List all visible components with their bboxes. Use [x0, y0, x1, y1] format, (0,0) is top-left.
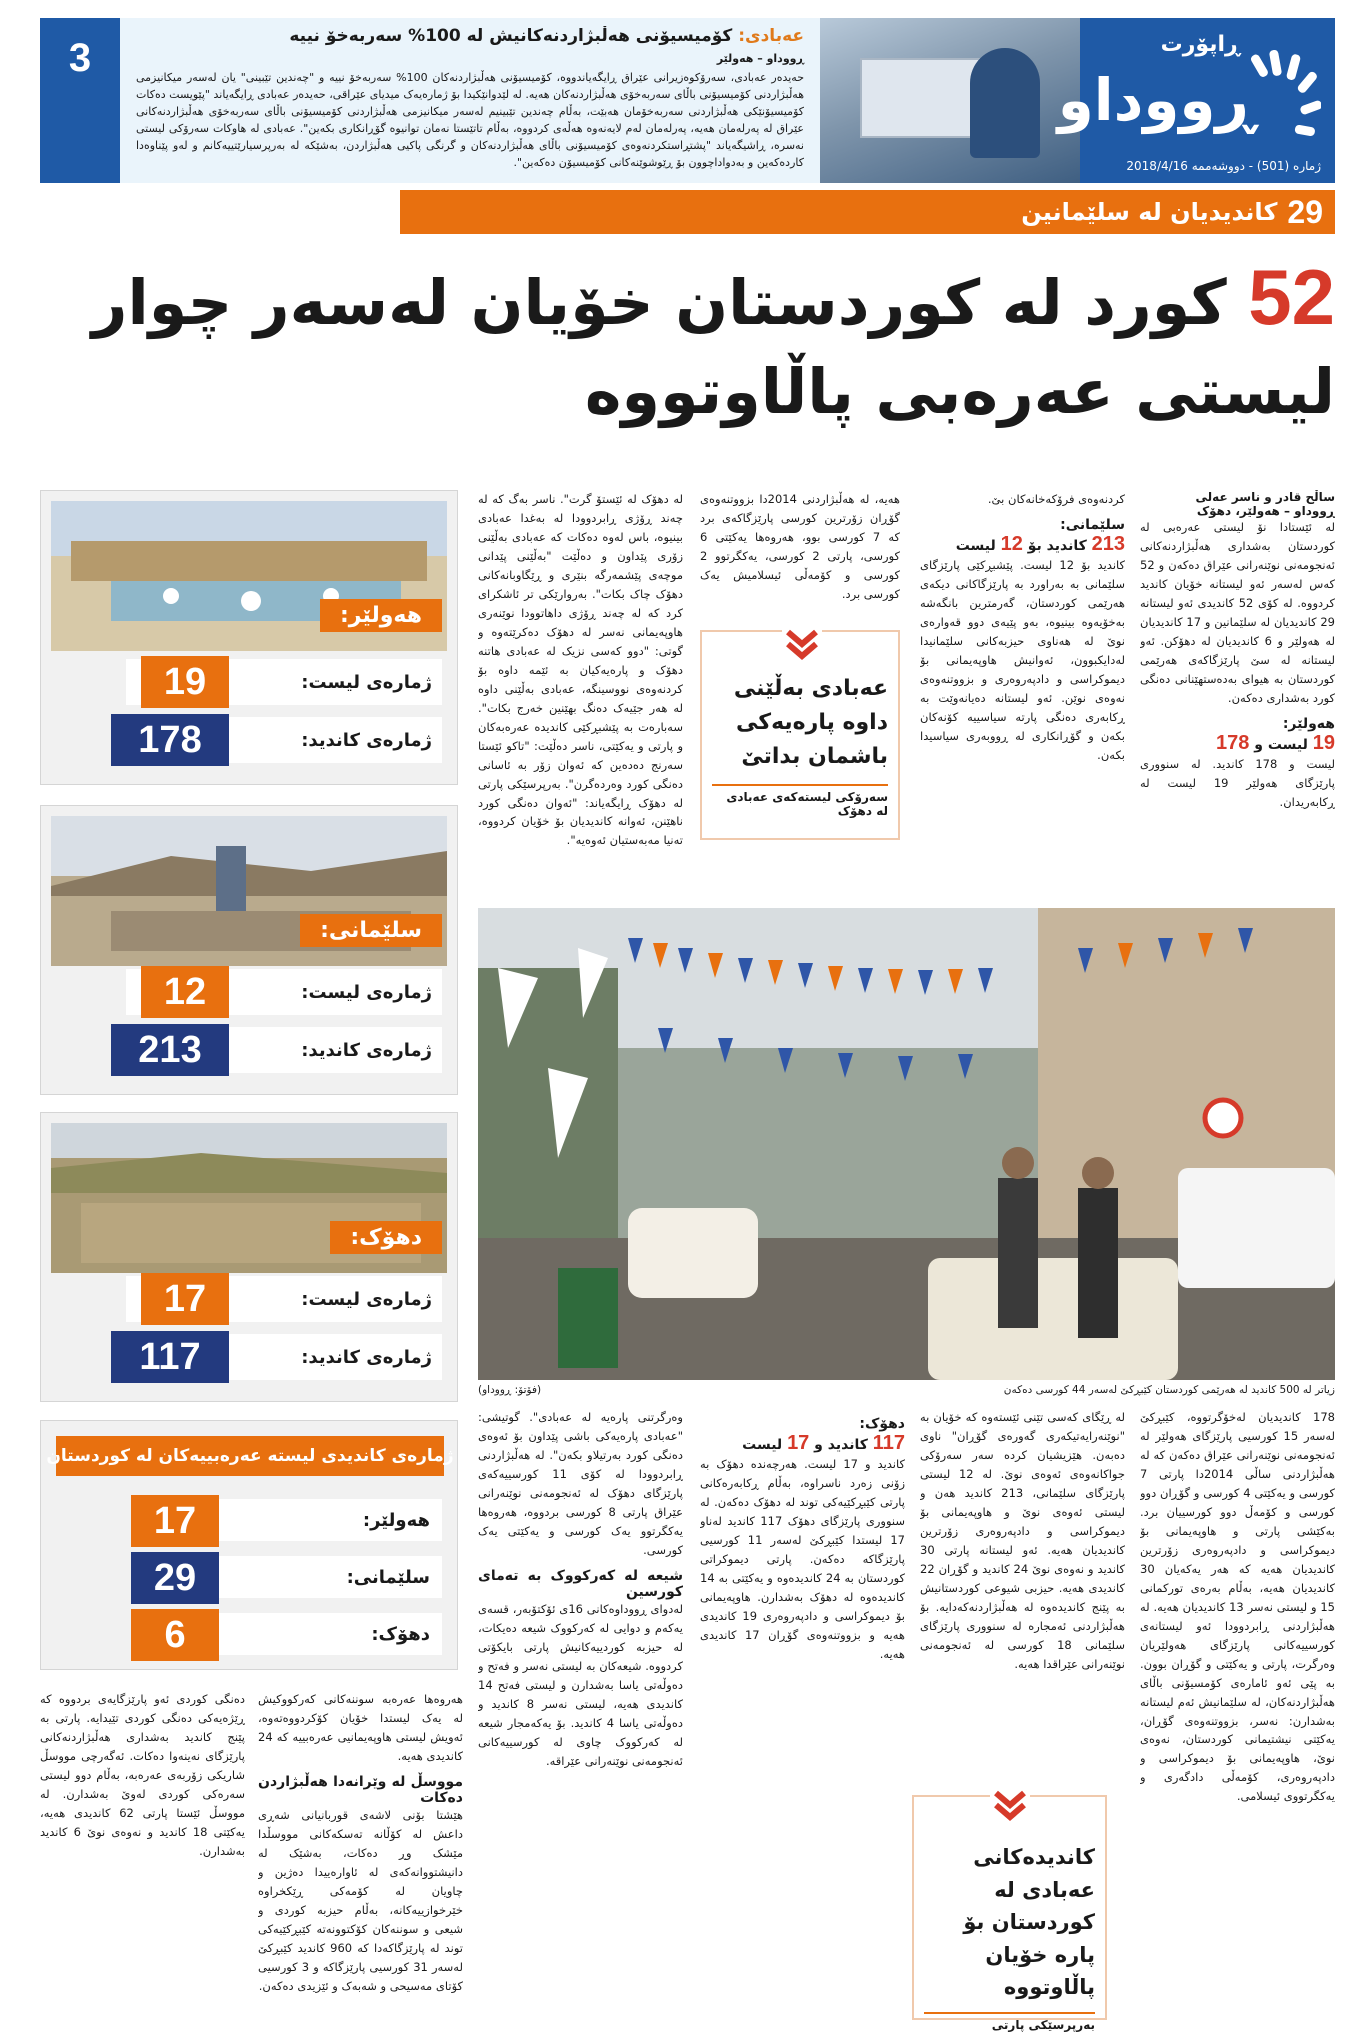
totals-title: ژمارەی کاندیدی لیستە عەرەبییەکان لە کوردستان — [56, 1436, 444, 1476]
article-text-2: کردنەوەی فرۆکەخانەکان بێ. — [987, 492, 1125, 506]
sub-erbil-mid: لیست و — [1249, 736, 1308, 753]
sub-sul-title: سلێمانی: — [1060, 516, 1125, 533]
section-bar — [400, 190, 1335, 234]
city-name: هەولێر: — [320, 599, 442, 632]
lower-col-6 — [40, 1690, 245, 2030]
brief-title-label: عەبادی: — [738, 26, 804, 46]
headline — [40, 245, 1335, 434]
headline-text-2: لیستی عەرەبی پاڵاوتووە — [584, 355, 1335, 429]
brand-logo: ڕووداو — [1057, 66, 1255, 134]
street-campaign-flags-image — [478, 908, 1335, 1380]
pull-quote — [700, 630, 900, 840]
city-name: سلێمانی: — [300, 914, 442, 947]
section-label: کاندیدیان لە سلێمانین — [1021, 198, 1278, 226]
kirkuk-heading: شیعە لە کەرکووک بە تەمای کورسین — [478, 1567, 683, 1600]
callout-quote — [912, 1795, 1107, 2032]
cands-count: 117 — [111, 1331, 229, 1383]
headline-line-1 — [40, 245, 1335, 350]
lower-col-1 — [1140, 1408, 1335, 2028]
chevron-down-icon — [782, 624, 822, 664]
lower-text-2: لە ڕێگای کەسی تێنی ئێستەوە کە خۆیان بە "نوێنەرایەتیکەری گەورەی گۆڕان" ناوی دەبەن. هێزیشیان کردە سەر سەرۆکی جواکانەوەی ئەوەی نوێ. لە 12 لیستی پارێزگای سلێمانی، 213 کاندید هەن و لیستی ئەوەی نوێ و هاوپەیمانی بۆ دیموکراسی و دادپەروەری زۆرترین کاندیدیان هەیە. ئەو لیستانە پارتی 30 کاندید و نەوەی نوێ 24 کاندید و گۆڕان 22 کاندیدی هەیە. حیزبی شیوعی کوردستانیش بە پێنج کاندیدەوە لە هەڵبژاردنەکەدایە. بۆ هەڵبژاردنی ئەمجارە لە سنووری پارێزگای سلێمانی 18 کورسی لە ئەنجومەنی نوێنەرانی عێراقدا هەیە. — [920, 1410, 1125, 1671]
lower-text-4b: لەدوای ڕووداوەکانی 16ی ئۆکتۆبەر، قسەی یەکەم و دوایی لە کەرکووک شیعە دەیکات، لە حیزبە کوردییەکانیش پارتی بایکۆتی کردووە. شیعەکان بە لیستی نەسر و فەتح و دەوڵەتی یاسا بەشدارن و لیستی فەتح 14 کاندیدی هەیە، لیستی نەسر 8 کاندید و دەوڵەتی یاسا 4 کاندید. بۆ یەکەمجار شیعە لە کەرکووک چاوی لە کورسییەکانی ئەنجومەنی نوێنەرانی عێراقە. — [478, 1601, 683, 1768]
cands-label: ژمارەی کاندید: — [301, 1346, 432, 1368]
totals-row-label: سلێمانی: — [346, 1566, 430, 1588]
article-col-3 — [700, 490, 900, 620]
sub-duhok-suffix: لیست — [742, 1437, 783, 1453]
lower-col-2 — [920, 1408, 1125, 1783]
lower-col-5 — [258, 1690, 463, 2030]
city-box-sulaymaniyah — [40, 805, 458, 1095]
article-col-1 — [1140, 490, 1335, 890]
totals-row-value: 6 — [131, 1609, 219, 1661]
photo-caption: زیاتر لە 500 کاندید لە هەرێمی کوردستان کێبڕکێ لەسەر 44 کورسی دەکەن — [1003, 1384, 1335, 1396]
sub-erbil-lists: 19 — [1312, 731, 1335, 754]
lists-count: 12 — [141, 966, 229, 1018]
totals-row-label: هەولێر: — [362, 1509, 430, 1531]
cands-count: 213 — [111, 1024, 229, 1076]
election-worker — [970, 48, 1040, 158]
sub-duhok-cands: 117 — [872, 1432, 905, 1454]
sub-sul-suffix: لیست — [955, 537, 996, 554]
sub-sul-text: کاندید بۆ 12 لیست. پێشبڕکێی پارێزگای سلێمانی بە بەراورد بە پارێزگاکانی دیکەی هەرێمی کوردستان، گەرمترین بانگەشە بەخۆیەوە بینیوە، بەو پێیەی دوو قەوارەی نوێ لە هەناوی حیزبەکانی سلێمانیدا لەدایکبوون، ئەوانیش هاوپەیمانی بۆ دیموکراسی و دادپەروەری و بزووتنەوەی نەوەی نوێن. ئەو لیستانە دەیانەوێت بە ڕکابەری دەنگی پارتە سیاسییە کۆنەکان بکەن و گۆڕانکاری لە ڕووبەری سیاسیدا بکەن. — [920, 557, 1125, 762]
article-col-2 — [920, 490, 1125, 890]
totals-row-value: 17 — [131, 1495, 219, 1547]
lists-label: ژمارەی لیست: — [301, 1288, 432, 1310]
city-box-erbil — [40, 490, 458, 785]
brief-title — [136, 26, 804, 46]
brief-byline: ڕووداو – هەولێر — [716, 52, 804, 65]
brand-block — [1057, 18, 1335, 183]
street-photo — [478, 908, 1335, 1380]
sub-erbil — [1140, 716, 1335, 755]
news-brief — [120, 18, 820, 183]
photo-credit: (فۆتۆ: ڕووداو) — [478, 1384, 542, 1396]
brand-tag: ڕاپۆرت — [1160, 32, 1240, 57]
lists-label: ژمارەی لیست: — [301, 671, 432, 693]
sub-erbil-text: لیست و 178 کاندید. لە سنووری پارێزگای هەولێر 19 لیست لە ڕکابەریدان. — [1140, 756, 1335, 809]
headline-text-1: کورد لە کوردستان خۆیان لەسەر چوار — [91, 266, 1227, 339]
chevron-down-icon — [990, 1785, 1030, 1825]
lists-count: 17 — [141, 1273, 229, 1325]
sub-duhok-title: دهۆک: — [859, 1416, 905, 1432]
sub-sul-mid: کاندید بۆ — [1022, 537, 1087, 554]
sub-erbil-title: هەولێر: — [1282, 715, 1335, 732]
callout-quote-text: کاندیدەکانی عەبادی لە کوردستان بۆ پارە خۆیان پاڵاوتووە — [963, 1845, 1095, 2000]
ballot-box — [860, 58, 980, 138]
article-text-4: لە دهۆک لە ئێستۆ گرت". ناسر بەگ کە لە چەند ڕۆژی ڕابردوودا لە بەغدا عەبادی بینیوە، باس لەوە دەکات کە عەبادی بەڵێنی زۆری پێداون و دەڵێت "بەڵێنی پێدانی موچەی پێشمەرگە بنێری و ڕێگاوبانەکانی دهۆک چاک بکات". بەروارێکی تر ئاشکرای کرد کە لە چەند ڕۆژی داهاتوودا نوێنەری هاوپەیمانی نەسر لە دهۆک دەکرێتەوە و گوتی: "دوو کەسی نزیک لە عەبادی هاتنە دهۆک و پارەیەکیان بە ئێمە داوە بۆ کردنەوەی نووسینگە، عەبادی بەڵێنی داوە لە هەر جێیەک دەنگ بهێنین خەرج بکات". سەبارەت بە پێشبڕکێی کاندیدە عەرەبەکان و پارتی و یەکێتی، ناسر دەڵێت: "تاکو ئێستا سەرنج دەدەین کە ئەوان زۆر بە ئاسانی دەنگی کورد وەردەگرن". بەرپرسێکی پارتی لە دهۆک ڕایگەیاند: "ئەوان دەنگی کورد ناهێنن، ئەوانە کاندیدیان بۆ خۆیان کردووە، تەنیا مەبەستیان ئەوەیە". — [478, 492, 683, 848]
totals-box — [40, 1420, 458, 1670]
lower-text-1: 178 کاندیدیان لەخۆگرتووە، کێبڕکێ لەسەر 15 کورسیی پارێزگای هەولێر لە ئەنجومەنی نوێنەرانی عێراق دەکەن کە لە هەڵبژاردنی ساڵی 2014دا پارتی 7 کورسی و یەکێتی 4 کورسی و گۆڕان دوو کورسی و کۆمەڵ دوو کورسییان برد. بەکێشی پارتی و هاوپەیمانی بۆ دیموکراسی و دادپەروەری زۆرترین کاندیدیان هەیە کە هەر یەکەیان 30 کاندیدیان هەیە، بەڵام بەرەی تورکمانی 15 و لیستی نەسر 13 کاندیدیان هەیە. لە هەڵبژاردنی ڕابردوودا ئەو لیستانەی کورسییەکانی پارێزگای هەولێریان وەرگرت، پارتی و یەکێتی و گۆڕان بوون. بە پێی ئەو ئامارەی کۆمسیۆنی باڵای هەڵبژاردنەکان، لە سلێمانیش ئەم لیستانە بەشدارن: نەسر، بزووتنەوەی گۆڕان، یەکێتی نیشتیمانی کوردستان، نەوەی نوێ، هاوپەیمانی بۆ دیموکراسی و دادپەروەری، کۆمەڵی دادگەری و یەکگرتووی ئیسلامی. — [1140, 1410, 1335, 1804]
lower-text-3: کاندید و 17 لیست. هەرچەندە دهۆک بە زۆنی زەرد ناسراوە، بەڵام ڕکابەرەکانی پارتی کێبڕکێیەکی توند لە دهۆک دەکەن. لە سنووری پارێزگای دهۆک 117 کاندید لەناو 17 لیستدا کێبڕکێ لەسەر 11 کورسیی پارێزگاکە دەکەن. پارتی دیموکراتی کوردستان بە 24 کاندیدەوە و یەکێتی بە 14 کاندیدەوە لە دهۆک بەشدارن. هاوپەیمانی بۆ دیموکراسی و دادپەروەری 19 کاندیدی هەیە و بزووتنەوەی گۆڕان 17 کاندیدی هەیە. — [700, 1457, 905, 1661]
article-col-4 — [478, 490, 683, 890]
sub-sul-cands: 213 — [1091, 532, 1125, 555]
sub-duhok-mid: کاندید و — [809, 1437, 868, 1453]
sub-erbil-cands: 178 — [1216, 731, 1250, 754]
article-text-1: لە ئێستادا نۆ لیستی عەرەبی لە کوردستان بەشداری هەڵبژاردنەکانی ئەنجومەنی نوێنەرانی عێراق دەکەن و 52 کەس لەسەر ئەو لیستانە خۆیان کاندید کردووە. لە کۆی 52 کاندیدی ئەو لیستانە 29 کاندیدیان لە سلێمانین و 17 کاندیدیان لە هەولێر و 6 کاندیدیان لە دهۆکن. ئەو لیستانە لە سێ پارێزگاکەی هەرێمی کوردستان بە هیوای بەدەستهێنانی دەنگی کورد بەشداری دەکەن. — [1140, 520, 1335, 705]
lower-text-6: دەنگی کوردی ئەو پارێزگایەی بردووە کە ڕێژەیەکی دەنگی کوردی تێیدایە. پارتی بە پێنج کاندید بەشداری هەڵبژاردنەکانی پارێزگای نەینەوا دەکات. ئەگەرچی مووسڵ شاریکی زۆربەی عەرەبە، بەڵام دوو لیستی سەرەکی کوردی لەوێ بەشدارن. لە مووسڵ ئێستا پارتی 62 کاندیدی هەیە، یەکێتی 18 کاندید و نەوەی نوێ 6 کاندید بەشدارن. — [40, 1692, 245, 1858]
sub-sul — [920, 517, 1125, 556]
section-count: 29 — [1287, 193, 1323, 230]
lists-label: ژمارەی لیست: — [301, 981, 432, 1003]
pull-quote-text: عەبادی بەڵێنی داوە پارەیەکی باشمان بداتێ — [733, 676, 888, 770]
totals-row-value: 29 — [131, 1552, 219, 1604]
lists-count: 19 — [141, 656, 229, 708]
lower-col-4 — [478, 1408, 683, 2028]
sub-duhok — [700, 1416, 905, 1455]
city-name: دهۆک: — [330, 1221, 442, 1254]
pull-quote-source: سەرۆکی لیستەکەی عەبادی لە دهۆک — [712, 784, 888, 818]
lower-text-5: هەروەها عەرەبە سوننەکانی کەرکووکیش لە یەک لیستدا خۆیان کۆکردووەتەوە، ئەویش لیستی هاوپەیمانیی عەرەبییە کە 24 کاندیدی هەیە. — [258, 1692, 463, 1763]
lower-text-5b: هێشتا بۆنی لاشەی قوربانیانی شەڕی داعش لە کۆڵانە تەسکەکانی مووسڵدا مێشک وڕ دەکات، بەشێک لە دانیشتووانەکەی لە ئاوارەییدا دەژین و چاویان لە کۆمەکی ڕێکخراوە خێرخوازییەکانە، بەڵام حیزبە کوردی و شیعی و سوننەکان کۆکتوونەتە کێبڕکێیەکی توند لە پارێزگاکەدا کە 960 کاندید کێبڕکێ لەسەر 31 کورسیی پارێزگاکە و 3 کورسیی کۆتای مەسیحی و شەبەک و ئێزیدی دەکەن. — [258, 1807, 463, 1993]
byline-place: ڕووداو – هەولێر، دهۆک — [1196, 504, 1335, 518]
callout-quote-source: بەرپرسێکی پارتی — [924, 2012, 1095, 2032]
article-text-3: هەیە، لە هەڵبژاردنی 2014دا بزووتنەوەی گۆڕان زۆرترین کورسی پارێزگاکەی برد کە 7 کورسی بوو، هەروەها یەکێتی 6 کورسی، پارتی 2 کورسی، یەکگرتوو 2 کورسی و کۆمەڵی ئیسلامیش یەک کورسی برد. — [700, 492, 900, 601]
header-photo — [820, 18, 1080, 183]
brief-text: حەیدەر عەبادی، سەرۆکوەزیرانی عێراق ڕایگەیاندووە، کۆمیسیۆنی هەڵبژاردنەکان 100% سەربەخۆ نییە و "چەندین تێبینی" یان لەسەر میکانیزمی هەڵبژاردنی کۆمیسیۆنی باڵای سەربەخۆی هەڵبژاردنەکان هەیە. لە لێدوانێکیدا بۆ ژمارەیەک میدیای عێراقی، حەیدەر عەبادی ڕایگەیاند "پێویست دەکات کۆمیسیۆنێکی هەڵبژاردنی سەربەخۆمان هەبێت، بەڵام چەندین تێبینیم لەسەر میکانیزمی هەڵبژاردنی کۆمیسیۆنی باڵای سەربەخۆی هەڵبژاردنەکانی عێراق لە پەرلەمان هەیە، پەرلەمان لەم لایەنەوە هەڵەی کردووە، بەڵام تاتێستا نەمان توانیوە گۆڕانکاری بکەین". عەبادی لە هاوکات سەرۆکی لیستی نەسرە، ڕاشیگەیاند "پشتڕاستکردنەوەی کۆمیسیۆنی باڵای هەڵبژاردنەکان و گرنگی پاکیی هەڵبژاردن، بەشێکە لە بەرپرسیارێتییەکانم و لەو پێناوەدا کاردەکەین و بەدواداچوون بۆ ڕێوشوێنەکانی کۆمیسیۆن دەکەین". — [136, 71, 804, 170]
totals-row-label: دهۆک: — [371, 1623, 430, 1645]
sub-sul-lists: 12 — [1000, 532, 1023, 555]
headline-number: 52 — [1248, 253, 1335, 341]
sub-duhok-lists: 17 — [787, 1432, 810, 1454]
cands-label: ژمارەی کاندید: — [301, 729, 432, 751]
cands-count: 178 — [111, 714, 229, 766]
byline: ساڵح قادر و ناسر عەلی — [1195, 490, 1335, 504]
lower-text-4: وەرگرتنی پارەیە لە عەبادی". گوتیشی: "عەبادی پارەیەکی باشی پێداون بۆ ئەوەی دەنگی کورد بەرتیلاو بکەن". لە هەڵبژاردنی ڕابردوودا لە کۆی 11 کورسییەکەی پارێزگای دهۆک لە ئەنجومەنی نوێنەرانی عێراق پارتی 8 کورسی بردووە، هەروەها یەکگرتوو یەک کورسی و یەکێتی یەک کورسی. — [478, 1410, 683, 1557]
page-number: 3 — [40, 18, 120, 183]
brief-title-text: کۆمیسیۆنی هەڵبژاردنەکانیش لە 100% سەربەخۆ نییە — [289, 26, 733, 46]
sun-rays-icon — [1251, 48, 1321, 148]
lower-col-3 — [700, 1408, 905, 2028]
city-box-duhok — [40, 1112, 458, 1402]
issue-info: ژمارە (501) - دووشەممە 2018/4/16 — [1126, 159, 1321, 173]
cands-label: ژمارەی کاندید: — [301, 1039, 432, 1061]
photo-caption-row — [478, 1384, 1335, 1396]
mosul-heading: مووسڵ لە وێرانەدا هەڵبژاردن دەکات — [258, 1773, 463, 1806]
